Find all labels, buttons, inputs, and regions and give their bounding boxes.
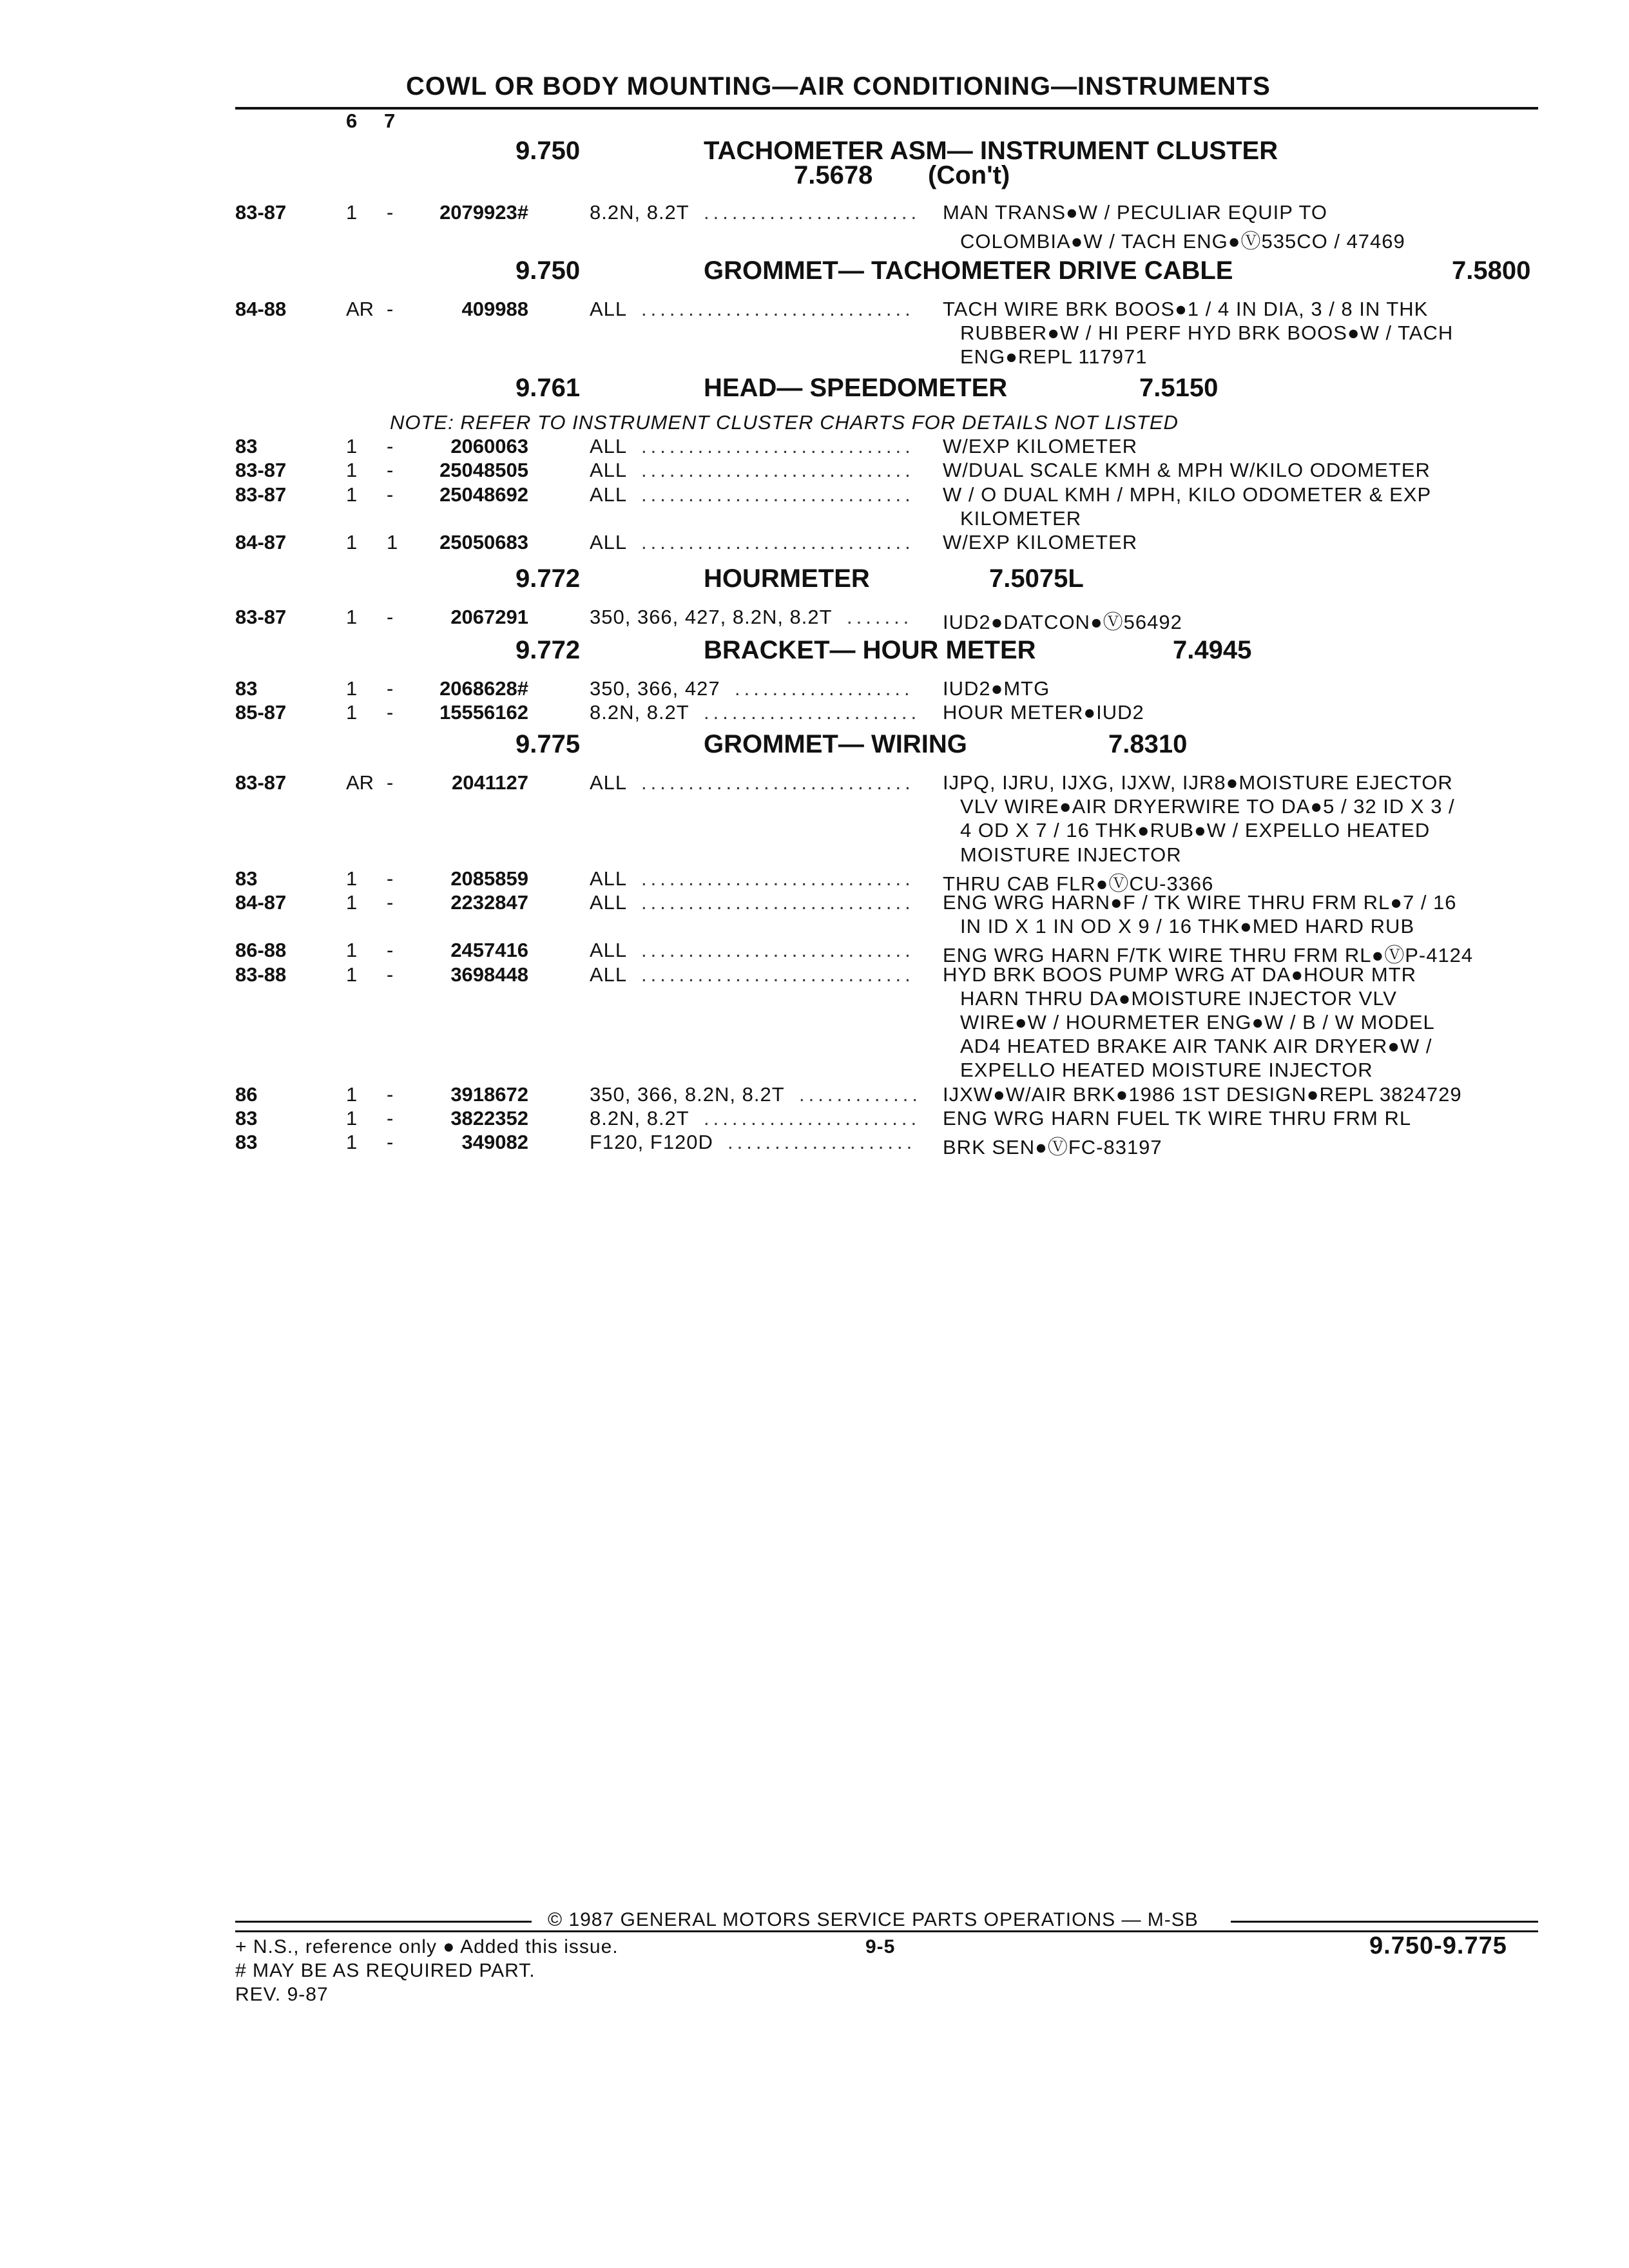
applicable-engines: ALL xyxy=(590,483,628,506)
parts-row xyxy=(0,677,1629,701)
quantity-secondary: - xyxy=(387,606,394,628)
footer-revision: REV. 9-87 xyxy=(235,1984,329,2005)
quantity: 1 xyxy=(346,459,358,481)
quantity: 1 xyxy=(346,606,358,628)
section-code: 7.5150 xyxy=(1139,374,1219,402)
parts-row xyxy=(0,963,1629,987)
leader-dots: ............................. xyxy=(641,867,914,890)
model-years: 84-88 xyxy=(235,298,287,320)
part-number: 15556162 xyxy=(439,701,528,724)
quantity-secondary: - xyxy=(387,867,394,890)
section-name: TACHOMETER ASM— INSTRUMENT CLUSTER xyxy=(704,137,1278,165)
section-number: 9.750 xyxy=(516,137,581,165)
footer-rule-full xyxy=(235,1930,1538,1932)
footer-legend-ns: + N.S., reference only ● Added this issue. xyxy=(235,1936,619,1957)
leader-dots: .................... xyxy=(728,1131,916,1153)
header-rule xyxy=(235,107,1538,110)
leader-dots: ............................. xyxy=(641,483,914,506)
section-name: BRACKET— HOUR METER xyxy=(704,636,1036,664)
footer-rule-left xyxy=(235,1921,532,1923)
quantity: AR xyxy=(346,298,374,320)
applicable-engines: 8.2N, 8.2T xyxy=(590,701,689,724)
model-years: 83-88 xyxy=(235,963,287,986)
part-description: HOUR METER●IUD2 xyxy=(943,701,1144,724)
section-code: 7.4945 xyxy=(1173,636,1252,664)
leader-dots: ............................. xyxy=(641,891,914,914)
quantity-secondary: - xyxy=(387,1131,394,1153)
quantity: 1 xyxy=(346,483,358,506)
section-number: 9.772 xyxy=(516,564,581,593)
quantity: 1 xyxy=(346,701,358,724)
part-description: IUD2●DATCON●Ⓥ56492 xyxy=(943,611,1182,633)
model-years: 83-87 xyxy=(235,771,287,794)
model-years: 84-87 xyxy=(235,891,287,914)
part-number: 2068628# xyxy=(439,677,528,700)
parts-row xyxy=(0,891,1629,915)
part-description-continued: ENG●REPL 117971 xyxy=(960,345,1148,368)
quantity: 1 xyxy=(346,201,358,224)
part-description-continued: WIRE●W / HOURMETER ENG●W / B / W MODEL xyxy=(960,1011,1435,1033)
quantity: 1 xyxy=(346,531,358,553)
part-number: 2079923# xyxy=(439,201,528,224)
part-description: HYD BRK BOOS PUMP WRG AT DA●HOUR MTR xyxy=(943,963,1417,986)
model-years: 85-87 xyxy=(235,701,287,724)
part-description: IJXW●W/AIR BRK●1986 1ST DESIGN●REPL 3824729 xyxy=(943,1083,1462,1106)
column-number-7: 7 xyxy=(384,110,396,132)
part-description: W/EXP KILOMETER xyxy=(943,531,1138,553)
part-number: 3822352 xyxy=(450,1107,528,1129)
applicable-engines: 8.2N, 8.2T xyxy=(590,201,689,224)
quantity: 1 xyxy=(346,867,358,890)
part-description-continued: MOISTURE INJECTOR xyxy=(960,843,1182,866)
section-name: HEAD— SPEEDOMETER xyxy=(704,374,1008,402)
model-years: 83-87 xyxy=(235,606,287,628)
footer-legend-ar: # MAY BE AS REQUIRED PART. xyxy=(235,1960,535,1981)
applicable-engines: 8.2N, 8.2T xyxy=(590,1107,689,1129)
quantity-secondary: - xyxy=(387,771,394,794)
part-number: 409988 xyxy=(461,298,528,320)
quantity: 1 xyxy=(346,1107,358,1129)
quantity: 1 xyxy=(346,891,358,914)
parts-row xyxy=(0,483,1629,507)
part-description: IUD2●MTG xyxy=(943,677,1050,700)
quantity: 1 xyxy=(346,939,358,961)
part-number: 2457416 xyxy=(450,939,528,961)
section-number: 9.761 xyxy=(516,374,581,402)
quantity-secondary: - xyxy=(387,459,394,481)
parts-row xyxy=(0,701,1629,725)
part-number: 25048692 xyxy=(439,483,528,506)
leader-dots: ............................. xyxy=(641,298,914,320)
part-description-continued: KILOMETER xyxy=(960,507,1082,530)
quantity: AR xyxy=(346,771,374,794)
part-description-continued: COLOMBIA●W / TACH ENG●Ⓥ535CO / 47469 xyxy=(960,230,1405,253)
part-description: W/DUAL SCALE KMH & MPH W/KILO ODOMETER xyxy=(943,459,1431,481)
part-number: 2085859 xyxy=(450,867,528,890)
model-years: 83-87 xyxy=(235,459,287,481)
leader-dots: ............................. xyxy=(641,459,914,481)
quantity-secondary: - xyxy=(387,677,394,700)
parts-row xyxy=(0,867,1629,895)
model-years: 83 xyxy=(235,867,258,890)
part-description-continued: RUBBER●W / HI PERF HYD BRK BOOS●W / TACH xyxy=(960,322,1454,344)
model-years: 86 xyxy=(235,1083,258,1106)
footer-copyright: © 1987 GENERAL MOTORS SERVICE PARTS OPERATIONS — M-SB xyxy=(548,1909,1199,1930)
applicable-engines: ALL xyxy=(590,939,628,961)
parts-row xyxy=(0,201,1629,225)
leader-dots: ............. xyxy=(799,1083,921,1106)
applicable-engines: ALL xyxy=(590,459,628,481)
part-number: 2060063 xyxy=(450,435,528,457)
leader-dots: ............................. xyxy=(641,435,914,457)
quantity-secondary: - xyxy=(387,701,394,724)
parts-row xyxy=(0,531,1629,555)
part-description: THRU CAB FLR●ⓋCU-3366 xyxy=(943,872,1214,895)
applicable-engines: ALL xyxy=(590,891,628,914)
leader-dots: ............................. xyxy=(641,531,914,553)
section-name: GROMMET— WIRING xyxy=(704,730,967,758)
applicable-engines: ALL xyxy=(590,435,628,457)
footer-page-number: 9-5 xyxy=(865,1936,896,1957)
quantity-secondary: - xyxy=(387,298,394,320)
part-description: ENG WRG HARN FUEL TK WIRE THRU FRM RL xyxy=(943,1107,1412,1129)
leader-dots: ....... xyxy=(847,606,913,628)
parts-row xyxy=(0,939,1629,966)
column-number-6: 6 xyxy=(346,110,358,132)
quantity-secondary: - xyxy=(387,435,394,457)
footer-section-range: 9.750-9.775 xyxy=(1369,1932,1507,1959)
section-number: 9.750 xyxy=(516,256,581,285)
quantity-secondary: 1 xyxy=(387,531,398,553)
applicable-engines: 350, 366, 427, 8.2N, 8.2T xyxy=(590,606,833,628)
part-number: 25050683 xyxy=(439,531,528,553)
quantity: 1 xyxy=(346,435,358,457)
page-title: COWL OR BODY MOUNTING—AIR CONDITIONING—INSTRUMENTS xyxy=(406,72,1271,101)
part-description-continued: IN ID X 1 IN OD X 9 / 16 THK●MED HARD RUB xyxy=(960,915,1415,937)
quantity: 1 xyxy=(346,963,358,986)
quantity: 1 xyxy=(346,677,358,700)
applicable-engines: ALL xyxy=(590,867,628,890)
part-description: ENG WRG HARN F/TK WIRE THRU FRM RL●ⓋP-4124 xyxy=(943,944,1474,966)
parts-row xyxy=(0,459,1629,483)
part-description: BRK SEN●ⓋFC-83197 xyxy=(943,1136,1162,1158)
parts-row xyxy=(0,771,1629,795)
part-description-continued: AD4 HEATED BRAKE AIR TANK AIR DRYER●W / xyxy=(960,1035,1432,1057)
part-number: 2041127 xyxy=(452,771,528,794)
leader-dots: ............................. xyxy=(641,963,914,986)
model-years: 83-87 xyxy=(235,483,287,506)
applicable-engines: ALL xyxy=(590,298,628,320)
parts-row xyxy=(0,1107,1629,1131)
parts-row xyxy=(0,298,1629,322)
section-name: HOURMETER xyxy=(704,564,870,593)
section-note: NOTE: REFER TO INSTRUMENT CLUSTER CHARTS FOR DETAILS NOT LISTED xyxy=(390,411,1179,434)
leader-dots: ....................... xyxy=(704,1107,921,1129)
part-number: 2067291 xyxy=(450,606,528,628)
part-description-continued: EXPELLO HEATED MOISTURE INJECTOR xyxy=(960,1059,1373,1081)
part-description-continued: HARN THRU DA●MOISTURE INJECTOR VLV xyxy=(960,987,1397,1010)
part-description-continued: VLV WIRE●AIR DRYERWIRE TO DA●5 / 32 ID X 3 / xyxy=(960,795,1455,818)
part-number: 3698448 xyxy=(450,963,528,986)
section-code: 7.8310 xyxy=(1108,730,1188,758)
section-number: 9.772 xyxy=(516,636,581,664)
part-description: ENG WRG HARN●F / TK WIRE THRU FRM RL●7 / 16 xyxy=(943,891,1457,914)
quantity: 1 xyxy=(346,1131,358,1153)
part-number: 2232847 xyxy=(450,891,528,914)
model-years: 86-88 xyxy=(235,939,287,961)
applicable-engines: 350, 366, 8.2N, 8.2T xyxy=(590,1083,785,1106)
applicable-engines: 350, 366, 427 xyxy=(590,677,720,700)
leader-dots: ............................. xyxy=(641,939,914,961)
parts-row xyxy=(0,1131,1629,1158)
part-description: W / O DUAL KMH / MPH, KILO ODOMETER & EXP xyxy=(943,483,1432,506)
parts-row xyxy=(0,606,1629,633)
applicable-engines: ALL xyxy=(590,963,628,986)
parts-row xyxy=(0,435,1629,459)
model-years: 83 xyxy=(235,1107,258,1129)
quantity-secondary: - xyxy=(387,891,394,914)
quantity-secondary: - xyxy=(387,483,394,506)
model-years: 84-87 xyxy=(235,531,287,553)
part-description: TACH WIRE BRK BOOS●1 / 4 IN DIA, 3 / 8 IN THK xyxy=(943,298,1429,320)
quantity-secondary: - xyxy=(387,963,394,986)
model-years: 83-87 xyxy=(235,201,287,224)
section-name: GROMMET— TACHOMETER DRIVE CABLE xyxy=(704,256,1233,285)
section-number: 9.775 xyxy=(516,730,581,758)
leader-dots: ....................... xyxy=(704,701,921,724)
applicable-engines: ALL xyxy=(590,771,628,794)
applicable-engines: ALL xyxy=(590,531,628,553)
part-description: W/EXP KILOMETER xyxy=(943,435,1138,457)
part-description-continued: 4 OD X 7 / 16 THK●RUB●W / EXPELLO HEATED xyxy=(960,819,1431,841)
section-continued: (Con't) xyxy=(928,161,1010,189)
part-number: 25048505 xyxy=(439,459,528,481)
quantity-secondary: - xyxy=(387,201,394,224)
applicable-engines: F120, F120D xyxy=(590,1131,713,1153)
part-description: IJPQ, IJRU, IJXG, IJXW, IJR8●MOISTURE EJECTOR xyxy=(943,771,1453,794)
part-number: 3918672 xyxy=(450,1083,528,1106)
quantity-secondary: - xyxy=(387,939,394,961)
quantity: 1 xyxy=(346,1083,358,1106)
model-years: 83 xyxy=(235,677,258,700)
quantity-secondary: - xyxy=(387,1083,394,1106)
leader-dots: ....................... xyxy=(704,201,921,224)
part-description: MAN TRANS●W / PECULIAR EQUIP TO xyxy=(943,201,1327,224)
parts-row xyxy=(0,1083,1629,1107)
leader-dots: ............................. xyxy=(641,771,914,794)
model-years: 83 xyxy=(235,435,258,457)
leader-dots: ................... xyxy=(735,677,914,700)
section-code: 7.5075L xyxy=(989,564,1084,593)
model-years: 83 xyxy=(235,1131,258,1153)
section-code: 7.5800 xyxy=(1452,256,1531,285)
part-number: 349082 xyxy=(461,1131,528,1153)
quantity-secondary: - xyxy=(387,1107,394,1129)
section-code: 7.5678 xyxy=(794,161,873,189)
footer-rule-right xyxy=(1231,1921,1538,1923)
